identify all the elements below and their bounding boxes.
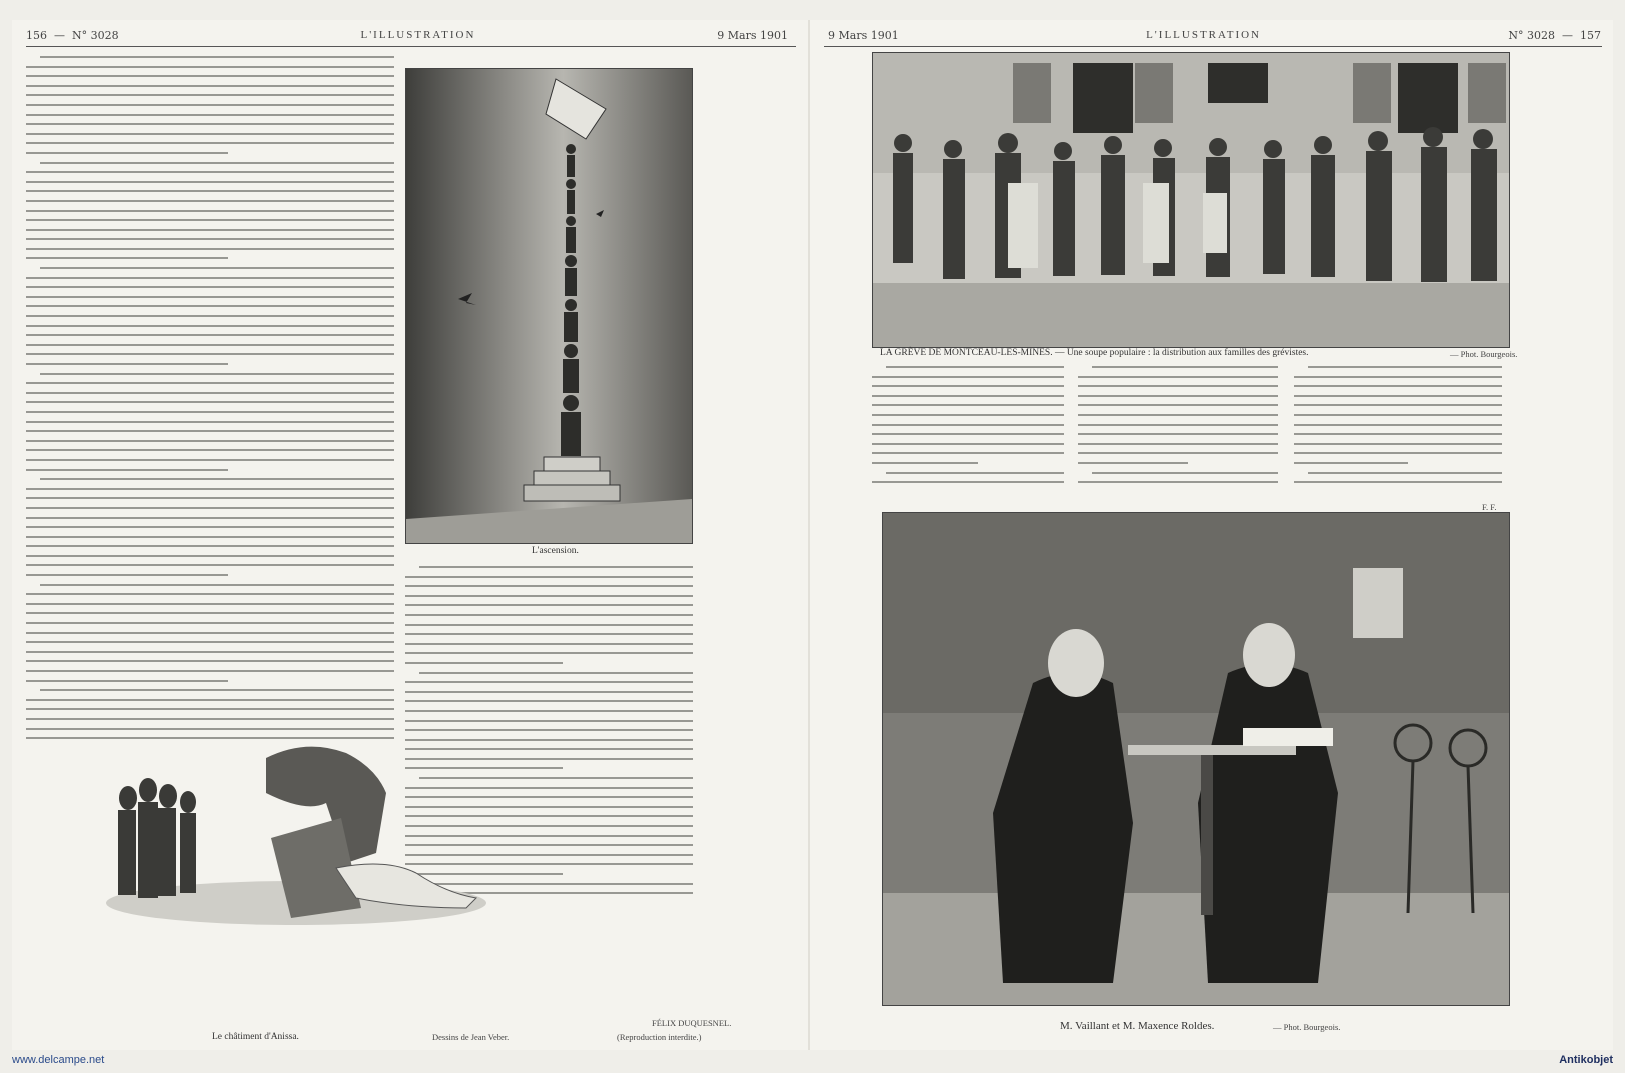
left-header-rule <box>26 46 796 47</box>
text-line <box>1092 472 1278 474</box>
text-line <box>419 566 693 568</box>
text-line <box>26 564 394 566</box>
text-line <box>26 555 394 557</box>
text-line <box>1078 462 1188 464</box>
right-page <box>810 20 1613 1050</box>
text-line <box>405 710 693 712</box>
text-line <box>26 238 394 240</box>
text-line <box>405 614 693 616</box>
text-line <box>1092 366 1278 368</box>
text-line <box>1308 472 1502 474</box>
text-line <box>26 440 394 442</box>
text-line <box>1294 395 1502 397</box>
text-line <box>1078 395 1278 397</box>
text-line <box>405 652 693 654</box>
text-line <box>26 277 394 279</box>
text-line <box>1294 414 1502 416</box>
text-line <box>26 526 394 528</box>
text-line <box>872 462 978 464</box>
text-line <box>405 576 693 578</box>
text-line <box>26 651 394 653</box>
text-line <box>872 404 1064 406</box>
right-text-column-1 <box>872 366 1064 500</box>
text-line <box>886 472 1064 474</box>
strike-credit: — Phot. Bourgeois. <box>1450 349 1518 359</box>
text-line <box>26 66 394 68</box>
left-date: 9 Mars 1901 <box>717 28 788 42</box>
text-line <box>26 545 394 547</box>
portrait-credit: — Phot. Bourgeois. <box>1273 1022 1341 1032</box>
text-line <box>26 315 394 317</box>
watermark-left: www.delcampe.net <box>12 1054 105 1066</box>
right-issue-number: N° 3028 <box>1508 28 1555 42</box>
text-line <box>1294 404 1502 406</box>
text-line <box>405 633 693 635</box>
text-line <box>26 104 394 106</box>
portrait-photo <box>882 512 1510 1006</box>
text-line <box>26 430 394 432</box>
text-line <box>26 507 394 509</box>
text-line <box>26 622 394 624</box>
text-line <box>26 401 394 403</box>
text-line <box>872 481 1064 483</box>
author-signature: FÉLIX DUQUESNEL. <box>652 1018 732 1028</box>
text-line <box>26 708 394 710</box>
text-line <box>872 385 1064 387</box>
text-line <box>1294 443 1502 445</box>
text-line <box>26 488 394 490</box>
ascent-illustration <box>405 68 693 544</box>
text-line <box>1294 376 1502 378</box>
text-line <box>26 325 394 327</box>
text-line <box>886 366 1064 368</box>
text-line <box>1078 424 1278 426</box>
text-line <box>405 700 693 702</box>
text-line <box>1078 376 1278 378</box>
left-page <box>12 20 808 1050</box>
text-line <box>26 449 394 451</box>
text-line <box>405 585 693 587</box>
dance-caption: Le châtiment d'Anissa. <box>212 1032 299 1042</box>
text-line <box>1078 452 1278 454</box>
left-page-number: 156 <box>26 28 47 42</box>
text-line <box>26 411 394 413</box>
right-page-header <box>810 26 1613 44</box>
text-line <box>872 414 1064 416</box>
left-issue-number: N° 3028 <box>72 28 119 42</box>
text-line <box>26 229 394 231</box>
text-line <box>1294 481 1502 483</box>
text-line <box>40 162 394 164</box>
text-line <box>872 376 1064 378</box>
fp-signature: F. F. <box>1482 502 1497 512</box>
text-line <box>26 94 394 96</box>
text-line <box>872 452 1064 454</box>
text-line <box>405 691 693 693</box>
repro-credit: (Reproduction interdite.) <box>617 1032 702 1042</box>
text-line <box>26 85 394 87</box>
text-line <box>1078 443 1278 445</box>
text-line <box>26 190 394 192</box>
text-line <box>26 670 394 672</box>
text-line <box>405 720 693 722</box>
text-line <box>1294 424 1502 426</box>
text-line <box>40 373 394 375</box>
text-line <box>405 643 693 645</box>
text-line <box>1308 366 1502 368</box>
left-journal-title: L'ILLUSTRATION <box>360 29 476 41</box>
text-line <box>26 680 228 682</box>
dessin-credit: Dessins de Jean Veber. <box>432 1032 510 1042</box>
text-line <box>26 363 228 365</box>
text-line <box>26 718 394 720</box>
dance-illustration <box>96 728 486 938</box>
text-line <box>26 517 394 519</box>
right-journal-title: L'ILLUSTRATION <box>1146 29 1261 41</box>
ascent-caption: L'ascension. <box>532 546 579 556</box>
text-line <box>26 286 394 288</box>
text-line <box>26 123 394 125</box>
text-line <box>26 257 228 259</box>
text-line <box>405 662 563 664</box>
left-text-column <box>26 56 394 756</box>
right-text-column-2 <box>1078 366 1278 500</box>
text-line <box>40 56 394 58</box>
text-line <box>26 603 394 605</box>
text-line <box>26 133 394 135</box>
left-page-header <box>12 26 808 44</box>
text-line <box>1078 404 1278 406</box>
text-line <box>26 574 228 576</box>
text-line <box>405 681 693 683</box>
text-line <box>26 152 228 154</box>
right-date: 9 Mars 1901 <box>828 28 899 42</box>
text-line <box>1078 433 1278 435</box>
text-line <box>26 353 394 355</box>
right-header-rule <box>824 46 1602 47</box>
text-line <box>40 584 394 586</box>
text-line <box>26 344 394 346</box>
text-line <box>26 421 394 423</box>
text-line <box>26 181 394 183</box>
text-line <box>1078 481 1278 483</box>
text-line <box>405 595 693 597</box>
text-line <box>1078 385 1278 387</box>
text-line <box>872 395 1064 397</box>
text-line <box>872 433 1064 435</box>
text-line <box>419 672 693 674</box>
watermark-right: Antikobjet <box>1559 1054 1613 1066</box>
strike-photo <box>872 52 1510 348</box>
text-line <box>26 200 394 202</box>
right-page-meta: N° 3028 — 157 <box>1508 28 1601 42</box>
text-line <box>26 459 394 461</box>
text-line <box>1294 385 1502 387</box>
text-line <box>40 689 394 691</box>
strike-caption: LA GRÈVE DE MONTCEAU-LES-MINES. — Une soupe populaire : la distribution aux familles des grévistes. <box>880 348 1309 358</box>
text-line <box>872 443 1064 445</box>
text-line <box>26 382 394 384</box>
text-line <box>40 267 394 269</box>
left-page-meta: 156 — N° 3028 <box>26 28 119 42</box>
text-line <box>26 497 394 499</box>
text-line <box>26 612 394 614</box>
text-line <box>26 593 394 595</box>
right-page-number: 157 <box>1579 28 1601 42</box>
text-line <box>26 75 394 77</box>
text-line <box>26 171 394 173</box>
text-line <box>405 604 693 606</box>
text-line <box>1078 414 1278 416</box>
text-line <box>26 660 394 662</box>
right-text-column-3 <box>1294 366 1502 500</box>
text-line <box>26 392 394 394</box>
text-line <box>26 296 394 298</box>
text-line <box>26 142 394 144</box>
text-line <box>26 536 394 538</box>
text-line <box>405 624 693 626</box>
text-line <box>26 219 394 221</box>
text-line <box>40 478 394 480</box>
text-line <box>26 210 394 212</box>
text-line <box>1294 462 1408 464</box>
text-line <box>26 305 394 307</box>
text-line <box>26 641 394 643</box>
text-line <box>1294 433 1502 435</box>
text-line <box>26 114 394 116</box>
text-line <box>1294 452 1502 454</box>
portrait-caption: M. Vaillant et M. Maxence Roldes. <box>1060 1020 1215 1032</box>
text-line <box>872 424 1064 426</box>
text-line <box>26 632 394 634</box>
text-line <box>26 248 394 250</box>
text-line <box>26 699 394 701</box>
text-line <box>26 469 228 471</box>
text-line <box>26 334 394 336</box>
